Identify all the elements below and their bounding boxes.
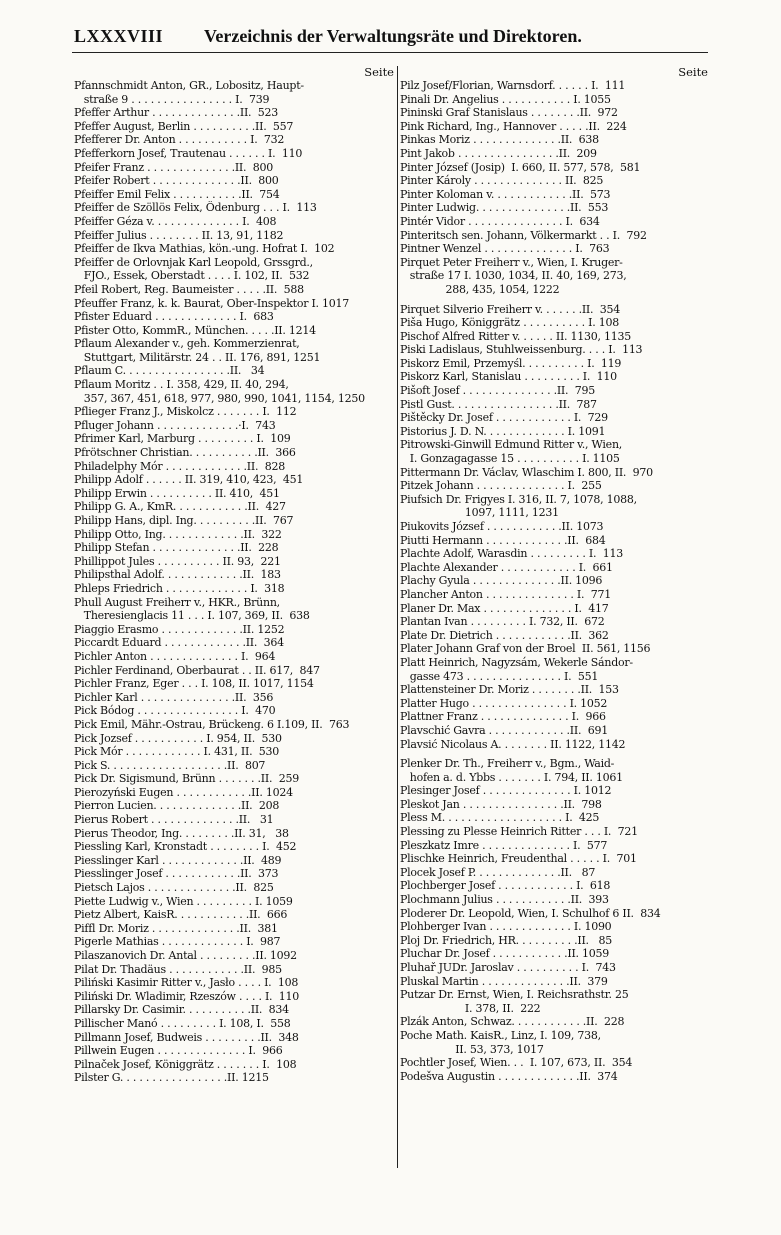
index-entry: Pistorius J. D. N. . . . . . . . . . . . . I. 1091	[400, 424, 606, 438]
index-entry: Plattner Franz . . . . . . . . . . . . . . I. 966	[400, 710, 606, 724]
index-entry: Pichler Anton . . . . . . . . . . . . . . I. 964	[74, 649, 276, 663]
left-entry-list	[74, 79, 394, 1085]
index-entry: Pitzek Johann . . . . . . . . . . . . . . I. 255	[400, 479, 602, 493]
index-entry: Philipsthal Adolf. . . . . . . . . . . . .II. 183	[74, 568, 281, 582]
index-entry: Pflaum Moritz . . I. 358, 429, II. 40, 294,	[74, 378, 289, 392]
index-entry: 1097, 1111, 1231	[400, 506, 559, 520]
index-entry: Pfeiffer Géza v. . . . . . . . . . . . . . I. 408	[74, 214, 277, 228]
index-entry: Pistl Gust. . . . . . . . . . . . . . . . .II. 787	[400, 397, 597, 411]
index-entry: Pichler Franz, Eger . . . I. 108, II. 1017, 1154	[74, 677, 314, 691]
index-entry: Piukovits József . . . . . . . . . . . .II. 1073	[400, 520, 604, 533]
index-entry: Pochtler Josef, Wien. . . I. 107, 673, II. 354	[400, 1056, 633, 1070]
index-entry: Philipp G. A., KmR. . . . . . . . . . . .II. 427	[74, 500, 286, 514]
index-entry: Plachte Adolf, Warasdin . . . . . . . . . I. 113	[400, 547, 623, 561]
index-entry: Pfeiffer de Orlovnjak Karl Leopold, Grssgrd.,	[74, 255, 313, 269]
index-entry: Pfannschmidt Anton, GR., Lobositz, Haupt-	[74, 79, 304, 92]
index-entry: Pigerle Mathias . . . . . . . . . . . . . I. 987	[74, 935, 281, 949]
index-entry: Pluchar Dr. Josef . . . . . . . . . . . .II. 1059	[400, 947, 610, 961]
index-entry: Pick Emil, Mähr.-Ostrau, Brückeng. 6 I.109, II. 763	[74, 717, 350, 731]
index-entry: hofen a. d. Ybbs . . . . . . . I. 794, II. 1061	[400, 770, 623, 784]
index-entry: Pick Jozsef . . . . . . . . . . . I. 954, II. 530	[74, 731, 282, 745]
index-entry: Plochberger Josef . . . . . . . . . . . . I. 618	[400, 879, 611, 893]
left-column	[74, 66, 394, 1085]
index-entry: Plachy Gyula . . . . . . . . . . . . . .II. 1096	[400, 574, 603, 588]
index-entry: gasse 473 . . . . . . . . . . . . . . . I. 551	[400, 669, 599, 683]
index-entry: Phleps Friedrich . . . . . . . . . . . . . I. 318	[74, 581, 285, 595]
index-entry: Pink Richard, Ing., Hannover . . . . .II. 224	[400, 119, 627, 133]
index-entry: Pflaum Alexander v., geh. Kommerzienrat,	[74, 337, 300, 351]
index-entry: Piesslinger Karl . . . . . . . . . . . . .II. 489	[74, 853, 282, 867]
index-entry: Pfeiffer Julius . . . . . . . . II. 13, 91, 1182	[74, 228, 284, 242]
index-entry: Plocek Josef P. . . . . . . . . . . . . .II. 87	[400, 865, 596, 879]
index-entry: Piccardt Eduard . . . . . . . . . . . . .II. 364	[74, 636, 284, 650]
index-entry: Pietsch Lajos . . . . . . . . . . . . . .II. 825	[74, 881, 274, 895]
right-seite-label: Seite	[678, 65, 708, 79]
index-entry: Platter Hugo . . . . . . . . . . . . . . . I. 1052	[400, 696, 608, 710]
index-entry: Pfeuffer Franz, k. k. Baurat, Ober-Inspektor I. 1017	[74, 296, 350, 310]
index-entry: Pilaszanovich Dr. Antal . . . . . . . . .II. 1092	[74, 949, 297, 962]
index-entry: Pillischer Manó . . . . . . . . . I. 108, I. 558	[74, 1016, 291, 1030]
index-entry: Pinali Dr. Angelius . . . . . . . . . . . I. 1055	[400, 92, 611, 106]
right-entry-list	[400, 79, 708, 1083]
index-entry: Pinter Koloman v. . . . . . . . . . . . .II. 573	[400, 187, 611, 201]
index-entry: Pillmann Josef, Budweis . . . . . . . . .II. 348	[74, 1030, 299, 1044]
index-entry: Pfrötschner Christian. . . . . . . . . . .II. 366	[74, 446, 296, 460]
index-entry: Pittermann Dr. Václav, Wlaschim I. 800, II. 970	[400, 465, 653, 479]
index-entry: Piša Hugo, Königgrätz . . . . . . . . . . I. 108	[400, 316, 619, 330]
index-entry: Platt Heinrich, Nagyzsám, Wekerle Sándor-	[400, 655, 633, 669]
index-entry: Pick Mór . . . . . . . . . . . . I. 431, II. 530	[74, 745, 280, 759]
index-entry: Theresienglacis 11 . . . I. 107, 369, II. 638	[74, 609, 310, 623]
index-entry: Pietz Albert, KaisR. . . . . . . . . . . .II. 666	[74, 908, 288, 922]
index-entry: Pfrimer Karl, Marburg . . . . . . . . . I. 109	[74, 432, 291, 446]
index-entry: Ploj Dr. Friedrich, HR. . . . . . . . . .II. 85	[400, 933, 613, 947]
index-entry: Phillippot Jules . . . . . . . . . . II. 93, 221	[74, 554, 281, 568]
index-entry: Piskorz Karl, Stanislau . . . . . . . . . I. 110	[400, 370, 617, 384]
page-title: Verzeichnis der Verwaltungsräte und Direktoren.	[204, 26, 582, 46]
index-entry: I. Gonzagagasse 15 . . . . . . . . . . I. 1105	[400, 452, 620, 466]
index-entry: Piliński Dr. Wladimir, Rzeszów . . . . I. 110	[74, 989, 300, 1003]
index-entry: Pfefferer Dr. Anton . . . . . . . . . . . I. 732	[74, 133, 285, 147]
index-entry: Plohberger Ivan . . . . . . . . . . . . . I. 1090	[400, 920, 612, 934]
index-entry: Pinter József (Josip) I. 660, II. 577, 578, 581	[400, 160, 641, 174]
index-entry: Ploderer Dr. Leopold, Wien, I. Schulhof 6 II. 834	[400, 906, 661, 920]
index-entry: Plavschić Gavra . . . . . . . . . . . . .II. 691	[400, 723, 608, 737]
index-entry: Pilster G. . . . . . . . . . . . . . . . .II. 1215	[74, 1071, 269, 1085]
header-rule	[72, 52, 708, 53]
index-entry: Pirquet Peter Freiherr v., Wien, I. Kruger-	[400, 255, 623, 269]
index-entry: Phull August Freiherr v., HKR., Brünn,	[74, 595, 280, 609]
index-entry: Pierozyński Eugen . . . . . . . . . . . .II. 1024	[74, 785, 293, 799]
index-entry: Pilnaček Josef, Königgrätz . . . . . . . I. 108	[74, 1057, 297, 1071]
index-entry: Pfeffer August, Berlin . . . . . . . . . .II. 557	[74, 119, 294, 133]
index-entry: Pischof Alfred Ritter v. . . . . . II. 1130, 1135	[400, 329, 632, 343]
index-entry: II. 53, 373, 1017	[400, 1042, 544, 1056]
index-entry: Pfeil Robert, Reg. Baumeister . . . . .II. 588	[74, 282, 304, 296]
index-entry: Plachte Alexander . . . . . . . . . . . . I. 661	[400, 560, 613, 574]
index-entry: FJO., Essek, Oberstadt . . . . I. 102, II. 532	[74, 269, 310, 283]
index-entry: Pilz Josef/Florian, Warnsdorf. . . . . . I. 111	[400, 79, 626, 92]
index-entry: Piaggio Erasmo . . . . . . . . . . . . .II. 1252	[74, 622, 285, 636]
index-entry: Pfister Eduard . . . . . . . . . . . . . I. 683	[74, 310, 274, 324]
index-entry: Piffl Dr. Moriz . . . . . . . . . . . . . .II. 381	[74, 921, 278, 935]
index-entry: Philipp Adolf . . . . . . II. 319, 410, 423, 451	[74, 473, 304, 487]
index-entry: Plischke Heinrich, Freudenthal . . . . . I. 701	[400, 852, 637, 866]
index-entry: Piufsich Dr. Frigyes I. 316, II. 7, 1078, 1088,	[400, 492, 637, 506]
index-entry: Pluhař JUDr. Jaroslav . . . . . . . . . . I. 743	[400, 961, 616, 974]
index-entry: Piski Ladislaus, Stuhlweissenburg. . . . I. 113	[400, 343, 643, 357]
index-entry: Pfefferkorn Josef, Trautenau . . . . . . I. 110	[74, 146, 303, 160]
index-entry: Pfeiffer de Szöllös Felix, Ödenburg . . . I. 113	[74, 201, 317, 215]
index-entry: Poche Math. KaisR., Linz, I. 109, 738,	[400, 1028, 601, 1042]
index-entry: Plenker Dr. Th., Freiherr v., Bgm., Waid-	[400, 757, 615, 771]
index-entry: Pleszkatz Imre . . . . . . . . . . . . . . I. 577	[400, 838, 608, 852]
index-entry: Pflieger Franz J., Miskolcz . . . . . . . I. 112	[74, 405, 297, 419]
index-entry: Pfeiffer de Ikva Mathias, kön.-ung. Hofrat I. 102	[74, 242, 335, 256]
index-entry: Plattensteiner Dr. Moriz . . . . . . . .II. 153	[400, 683, 619, 697]
index-entry: Plancher Anton . . . . . . . . . . . . . . I. 771	[400, 587, 611, 601]
index-entry: Pluskal Martin . . . . . . . . . . . . . .II. 379	[400, 974, 608, 988]
index-entry: Pleskot Jan . . . . . . . . . . . . . . . .II. 798	[400, 797, 602, 811]
index-entry: Pick Bódog . . . . . . . . . . . . . . . . I. 470	[74, 704, 276, 718]
index-entry: Philipp Stefan . . . . . . . . . . . . . .II. 228	[74, 541, 279, 555]
left-seite-label: Seite	[364, 65, 394, 79]
index-entry: Pininski Graf Stanislaus . . . . . . . .II. 972	[400, 106, 618, 120]
index-entry: Pirquet Silverio Freiherr v. . . . . . .II. 354	[400, 302, 620, 316]
index-entry: Planer Dr. Max . . . . . . . . . . . . . . I. 417	[400, 601, 609, 615]
index-entry: Pichler Karl . . . . . . . . . . . . . . .II. 356	[74, 690, 274, 704]
index-entry: Pinkas Moriz . . . . . . . . . . . . . .II. 638	[400, 133, 599, 147]
index-entry: Piessling Karl, Kronstadt . . . . . . . . I. 452	[74, 840, 297, 854]
index-entry: straße 17 I. 1030, 1034, II. 40, 169, 273,	[400, 269, 627, 283]
index-entry: Plochmann Julius . . . . . . . . . . . .II. 393	[400, 893, 609, 907]
index-entry: Pinter Károly . . . . . . . . . . . . . . II. 825	[400, 174, 604, 188]
index-entry: Plesinger Josef . . . . . . . . . . . . . . I. 1012	[400, 784, 612, 798]
index-entry: Plate Dr. Dietrich . . . . . . . . . . . .II. 362	[400, 628, 609, 642]
index-entry: Pint Jakob . . . . . . . . . . . . . . . .II. 209	[400, 146, 597, 160]
index-entry: Pitrowski-Ginwill Edmund Ritter v., Wien,	[400, 438, 623, 452]
index-entry: Piesslinger Josef . . . . . . . . . . . .II. 373	[74, 867, 279, 881]
index-entry: I. 378, II. 222	[400, 1001, 541, 1015]
index-entry: Pless M. . . . . . . . . . . . . . . . . . . I. 425	[400, 811, 600, 825]
index-entry: Putzar Dr. Ernst, Wien, I. Reichsrathstr. 25	[400, 988, 629, 1002]
index-entry: Pilat Dr. Thadäus . . . . . . . . . . . .II. 985	[74, 962, 282, 976]
index-entry: Stuttgart, Militärstr. 24 . . II. 176, 891, 1251	[74, 350, 321, 364]
index-entry: Pflaum C. . . . . . . . . . . . . . . . .II. 34	[74, 364, 265, 378]
index-entry: Pfister Otto, KommR., München. . . . .II. 1214	[74, 323, 316, 337]
index-entry: Pierus Robert . . . . . . . . . . . . . .II. 31	[74, 813, 274, 827]
index-entry: 357, 367, 451, 618, 977, 980, 990, 1041, 1154, 1250	[74, 391, 365, 405]
index-entry: Plessing zu Plesse Heinrich Ritter . . . I. 721	[400, 825, 638, 839]
index-entry: Pišoft Josef . . . . . . . . . . . . . . .II. 795	[400, 384, 596, 398]
index-entry: straße 9 . . . . . . . . . . . . . . . . I. 739	[74, 92, 270, 106]
index-entry: 288, 435, 1054, 1222	[400, 282, 560, 296]
index-entry: Pintner Wenzel . . . . . . . . . . . . . . I. 763	[400, 242, 610, 256]
index-entry: Pichler Ferdinand, Oberbaurat . . II. 617, 847	[74, 663, 320, 677]
index-entry: Philipp Erwin . . . . . . . . . . II. 410, 451	[74, 486, 280, 500]
index-entry: Piliński Kasimir Ritter v., Jasło . . . . I. 108	[74, 976, 299, 990]
index-entry: Philipp Otto, Ing. . . . . . . . . . . . .II. 322	[74, 527, 282, 541]
index-entry: Pinteritsch sen. Johann, Völkermarkt . . I. 792	[400, 228, 647, 242]
index-entry: Pillwein Eugen . . . . . . . . . . . . . . I. 966	[74, 1044, 283, 1058]
index-entry: Pinter Ludwig. . . . . . . . . . . . . . .II. 553	[400, 201, 609, 215]
index-entry: Piette Ludwig v., Wien . . . . . . . . . I. 1059	[74, 894, 293, 908]
index-entry: Pintér Vidor . . . . . . . . . . . . . . . I. 634	[400, 214, 600, 228]
index-entry: Plantan Ivan . . . . . . . . . I. 732, II. 672	[400, 615, 605, 629]
index-entry: Pfeifer Robert . . . . . . . . . . . . . .II. 800	[74, 174, 279, 188]
index-entry: Podešva Augustin . . . . . . . . . . . . .II. 374	[400, 1069, 618, 1083]
column-divider	[397, 66, 398, 1168]
index-entry: Pierron Lucien. . . . . . . . . . . . . .II. 208	[74, 799, 280, 813]
page-number: LXXXVIII	[74, 26, 164, 46]
index-entry: Pierus Theodor, Ing. . . . . . . . .II. 31, 38	[74, 826, 289, 840]
index-entry: Pfeiffer Emil Felix . . . . . . . . . . .II. 754	[74, 187, 280, 201]
index-entry: Pick Dr. Sigismund, Brünn . . . . . . .II. 259	[74, 772, 299, 786]
index-entry: Pfeffer Arthur . . . . . . . . . . . . . .II. 523	[74, 106, 279, 120]
index-entry: Philipp Hans, dipl. Ing. . . . . . . . . .II. 767	[74, 514, 294, 527]
index-entry: Pfluger Johann . . . . . . . . . . . . .·I. 743	[74, 418, 276, 432]
index-entry: Piskorz Emil, Przemyśl. . . . . . . . . . I. 119	[400, 356, 622, 370]
index-entry: Philadelphy Mór . . . . . . . . . . . . .II. 828	[74, 459, 285, 473]
index-entry: Pfeifer Franz . . . . . . . . . . . . . .II. 800	[74, 160, 273, 174]
index-entry: Piutti Hermann . . . . . . . . . . . . .II. 684	[400, 533, 606, 547]
index-entry: Pištěcky Dr. Josef . . . . . . . . . . . . I. 729	[400, 411, 608, 425]
index-entry: Plater Johann Graf von der Broel II. 561, 1156	[400, 642, 651, 656]
index-entry: Pillarsky Dr. Casimir. . . . . . . . . . .II. 834	[74, 1003, 289, 1017]
index-entry: Pick S. . . . . . . . . . . . . . . . . . .II. 807	[74, 758, 266, 772]
index-entry: Plzák Anton, Schwaz. . . . . . . . . . . .II. 228	[400, 1015, 625, 1029]
index-entry: Plavsić Nicolaus A. . . . . . . . II. 1122, 1142	[400, 737, 626, 751]
right-column	[400, 66, 708, 1083]
